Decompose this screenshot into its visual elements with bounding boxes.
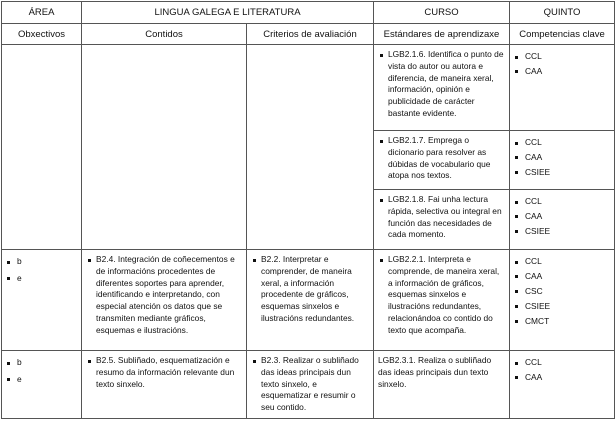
competences-cell: [510, 351, 615, 419]
column-header-contents: Contidos: [82, 24, 247, 45]
competence-item: CAA: [510, 271, 610, 283]
objectives-cell: [2, 351, 82, 419]
competences-cell: [510, 45, 615, 131]
table-row: [2, 45, 615, 131]
course-label: CURSO: [374, 2, 510, 24]
objective-item: e: [2, 273, 77, 285]
list-item: B2.4. Integración de coñecementos e de informacións procedentes de diferentes soportes para aprender, identificando e interpretando, con especial atención os datos que se transmiten mediante gráficos, esquemas e ilustracións.: [82, 254, 242, 337]
list-item: LGB2.2.1. Interpreta e comprende, de maneira xeral, a información de gráficos, esquemas sinxelos e ilustracións redundantes, relacionándoa co contido do texto que acompaña.: [374, 254, 505, 337]
competence-item: CMCT: [510, 316, 610, 328]
competence-item: CCL: [510, 196, 610, 208]
objective-item: e: [2, 374, 77, 386]
competences-cell: [510, 250, 615, 351]
competence-item: CAA: [510, 152, 610, 164]
standard-cell: [374, 190, 510, 250]
contents-cell: [82, 351, 247, 419]
list-item: B2.2. Interpretar e comprender, de maneira xeral, a información procedente de gráficos, esquemas sinxelos e ilustracións redundantes.: [247, 254, 369, 325]
competence-item: CSC: [510, 286, 610, 298]
column-header-criteria: Criterios de avaliación: [247, 24, 374, 45]
table-row: [2, 351, 615, 419]
course-value: QUINTO: [510, 2, 615, 24]
competence-item: CAA: [510, 66, 610, 78]
list-item: LGB2.3.1. Realiza o subliñado das ideas principais dun texto sinxelo.: [378, 355, 492, 389]
column-header-competences: Competencias clave: [510, 24, 615, 45]
standard-cell: [374, 45, 510, 131]
curriculum-table: [1, 1, 615, 419]
competence-item: CSIEE: [510, 301, 610, 313]
list-item: B2.3. Realizar o subliñado das ideas principais dun texto sinxelo, e esquematizar e resumir o seu contido.: [247, 355, 369, 414]
list-item: LGB2.1.7. Emprega o dicionario para resolver as dúbidas de vocabulario que atopa nos textos.: [374, 135, 505, 182]
competence-item: CSIEE: [510, 167, 610, 179]
list-item: B2.5. Subliñado, esquematización e resumo da información relevante dun texto sinxelo.: [82, 355, 242, 390]
objectives-cell: [2, 250, 82, 351]
competence-item: CCL: [510, 51, 610, 63]
contents-cell: [82, 250, 247, 351]
competence-item: CAA: [510, 372, 610, 384]
objective-item: b: [2, 256, 77, 268]
standard-cell: [374, 131, 510, 190]
list-item: LGB2.1.8. Fai unha lectura rápida, selectiva ou integral en función das necesidades de cada momento.: [374, 194, 505, 241]
competences-cell: [510, 190, 615, 250]
competence-item: CCL: [510, 256, 610, 268]
standard-cell: [374, 351, 510, 419]
criteria-cell: [247, 45, 374, 250]
subject-title: LINGUA GALEGA E LITERATURA: [82, 2, 374, 24]
competences-cell: [510, 131, 615, 190]
header-row: [2, 2, 615, 24]
competence-item: CCL: [510, 357, 610, 369]
standard-cell: [374, 250, 510, 351]
competence-item: CSIEE: [510, 226, 610, 238]
competence-item: CCL: [510, 137, 610, 149]
contents-cell: [82, 45, 247, 250]
column-header-standards: Estándares de aprendizaxe: [374, 24, 510, 45]
table-row: [2, 250, 615, 351]
criteria-cell: [247, 250, 374, 351]
criteria-cell: [247, 351, 374, 419]
column-header-objectives: Obxectivos: [2, 24, 82, 45]
competence-item: CAA: [510, 211, 610, 223]
objective-item: b: [2, 357, 77, 369]
column-header-row: [2, 24, 615, 45]
area-label: ÁREA: [2, 2, 82, 24]
objectives-cell: [2, 45, 82, 250]
list-item: LGB2.1.6. Identifica o punto de vista do autor ou autora e diferencia, de maneira xeral, información, opinión e publicidade de carácter bastante evidente.: [374, 49, 505, 120]
